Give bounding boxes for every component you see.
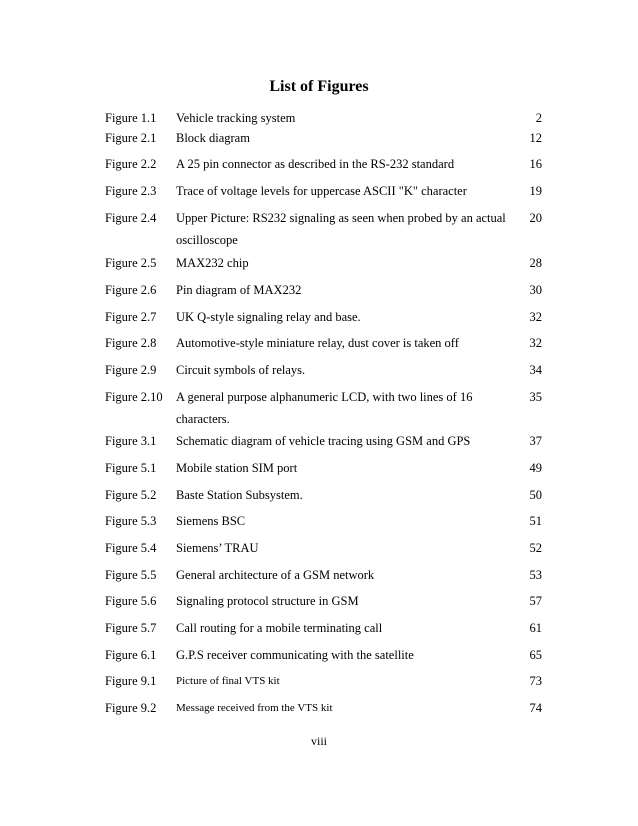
- figure-page: 28: [529, 256, 542, 270]
- figure-number: Figure 1.1: [105, 111, 157, 125]
- figure-caption: Block diagram: [176, 131, 250, 145]
- figure-caption: Siemens BSC: [176, 514, 246, 528]
- figure-number: Figure 3.1: [105, 434, 157, 448]
- figure-page: 51: [529, 514, 542, 528]
- figure-page: 35: [529, 390, 542, 404]
- figure-page: 65: [529, 648, 542, 662]
- figure-number: Figure 5.3: [105, 514, 157, 528]
- figure-caption: A 25 pin connector as described in the RS-232 standard: [176, 157, 455, 171]
- figure-page: 53: [529, 568, 542, 582]
- figure-number: Figure 2.4: [105, 211, 157, 225]
- figure-page: 52: [529, 541, 542, 555]
- figure-page: 30: [529, 283, 542, 297]
- figure-page: 2: [535, 111, 542, 125]
- figure-number: Figure 2.5: [105, 256, 157, 270]
- figure-number: Figure 2.2: [105, 157, 157, 171]
- figure-caption: Mobile station SIM port: [176, 461, 298, 475]
- figure-number: Figure 5.6: [105, 594, 157, 608]
- figure-number: Figure 2.1: [105, 131, 157, 145]
- figure-number: Figure 2.3: [105, 184, 157, 198]
- figure-caption: Call routing for a mobile terminating call: [176, 621, 383, 635]
- figure-number: Figure 5.4: [105, 541, 157, 555]
- figure-caption: Baste Station Subsystem.: [176, 488, 303, 502]
- figure-caption: Signaling protocol structure in GSM: [176, 594, 359, 608]
- figure-caption: UK Q-style signaling relay and base.: [176, 310, 361, 324]
- figure-number: Figure 5.7: [105, 621, 157, 635]
- figure-page: 32: [529, 310, 542, 324]
- figure-page: 34: [529, 363, 542, 377]
- figure-number: Figure 5.2: [105, 488, 157, 502]
- figure-caption: Picture of final VTS kit: [176, 675, 280, 687]
- figure-caption: A general purpose alphanumeric LCD, with two lines of 16 characters.: [176, 390, 473, 426]
- figure-page: 12: [529, 131, 542, 145]
- figure-caption: Schematic diagram of vehicle tracing using GSM and GPS: [176, 434, 471, 448]
- figure-page: 16: [529, 157, 542, 171]
- figure-number: Figure 2.9: [105, 363, 157, 377]
- figure-caption: Circuit symbols of relays.: [176, 363, 306, 377]
- figure-number: Figure 2.7: [105, 310, 157, 324]
- figure-number: Figure 2.8: [105, 336, 157, 350]
- figure-page: 73: [529, 674, 542, 688]
- figure-number: Figure 9.1: [105, 674, 157, 688]
- figure-page: 32: [529, 336, 542, 350]
- page-number: viii: [310, 734, 327, 748]
- figure-caption: Siemens’ TRAU: [176, 541, 259, 555]
- figure-number: Figure 5.5: [105, 568, 157, 582]
- figure-page: 57: [529, 594, 542, 608]
- figure-page: 74: [529, 701, 542, 715]
- figure-caption: Pin diagram of MAX232: [176, 283, 302, 297]
- figure-page: 19: [529, 184, 542, 198]
- figure-page: 61: [529, 621, 542, 635]
- figure-caption: MAX232 chip: [176, 256, 249, 270]
- figure-number: Figure 2.6: [105, 283, 157, 297]
- figure-caption: Upper Picture: RS232 signaling as seen when probed by an actual oscilloscope: [176, 211, 506, 247]
- figure-number: Figure 5.1: [105, 461, 157, 475]
- figure-caption: Message received from the VTS kit: [176, 702, 333, 714]
- figure-page: 37: [529, 434, 542, 448]
- figure-caption: Automotive-style miniature relay, dust cover is taken off: [176, 336, 459, 350]
- figure-page: 50: [529, 488, 542, 502]
- figure-caption: Trace of voltage levels for uppercase ASCII "K" character: [176, 184, 467, 198]
- page-title: List of Figures: [269, 78, 369, 95]
- figure-caption: General architecture of a GSM network: [176, 568, 375, 582]
- figure-page: 20: [529, 211, 542, 225]
- figure-caption: G.P.S receiver communicating with the satellite: [176, 648, 414, 662]
- figure-page: 49: [529, 461, 542, 475]
- figure-caption: Vehicle tracking system: [176, 111, 296, 125]
- figure-number: Figure 9.2: [105, 701, 157, 715]
- figure-number: Figure 6.1: [105, 648, 157, 662]
- figure-number: Figure 2.10: [105, 390, 163, 404]
